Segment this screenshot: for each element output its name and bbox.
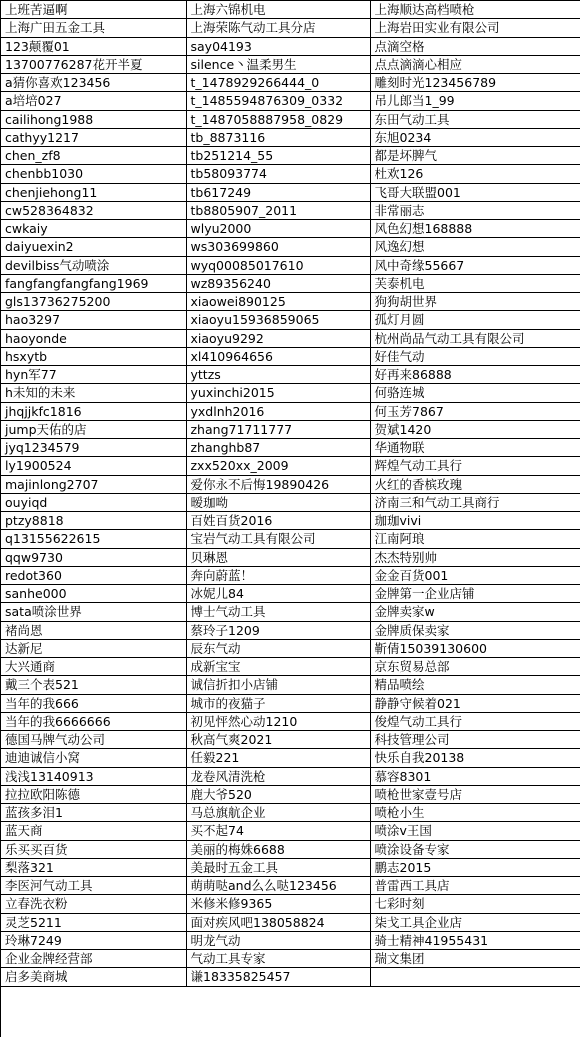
- table-cell[interactable]: daiyuexin2: [1, 238, 186, 256]
- table-cell[interactable]: hyn军77: [1, 366, 186, 384]
- table-row: [1, 658, 580, 676]
- table-cell[interactable]: 迪迪诚信小窝: [1, 749, 186, 767]
- table-row: [1, 238, 580, 256]
- table-cell[interactable]: qqw9730: [1, 548, 186, 566]
- table-row: [1, 493, 580, 511]
- table-cell[interactable]: a培培027: [1, 92, 186, 110]
- table-cell[interactable]: say04193: [186, 37, 370, 55]
- table-cell[interactable]: 上班苦逼啊: [1, 1, 186, 19]
- table-cell[interactable]: 点点滴滴心相应: [370, 55, 580, 73]
- table-cell[interactable]: 华通物联: [370, 439, 580, 457]
- table-cell[interactable]: 贺斌1420: [370, 420, 580, 438]
- table-cell[interactable]: tb617249: [186, 183, 370, 201]
- table-cell[interactable]: 秋高气爽2021: [186, 731, 370, 749]
- table-row: [1, 475, 580, 493]
- table-row: [1, 92, 580, 110]
- table-cell[interactable]: 七彩时刻: [370, 895, 580, 913]
- table-cell[interactable]: 狗狗胡世界: [370, 293, 580, 311]
- table-cell[interactable]: 火红的香槟玫瑰: [370, 475, 580, 493]
- table-cell[interactable]: 灵芝5211: [1, 913, 186, 931]
- table-cell[interactable]: 点滴空格: [370, 37, 580, 55]
- table-cell[interactable]: 博士气动工具: [186, 603, 370, 621]
- table-cell[interactable]: tb251214_55: [186, 147, 370, 165]
- table-cell[interactable]: 京东贸易总部: [370, 658, 580, 676]
- table-cell[interactable]: 靳倩15039130600: [370, 639, 580, 657]
- name-table: [1, 1, 580, 987]
- table-cell[interactable]: 吊儿郎当1_99: [370, 92, 580, 110]
- table-row: [1, 639, 580, 657]
- table-cell[interactable]: wz89356240: [186, 274, 370, 292]
- table-cell[interactable]: 辉煌气动工具行: [370, 457, 580, 475]
- table-cell[interactable]: fangfangfangfang1969: [1, 274, 186, 292]
- table-cell[interactable]: 喷枪世家壹号店: [370, 785, 580, 803]
- table-cell[interactable]: 喷涂v王国: [370, 822, 580, 840]
- table-row: [1, 512, 580, 530]
- table-cell[interactable]: 萌萌哒and么么哒123456: [186, 877, 370, 895]
- table-cell[interactable]: 快乐自我20138: [370, 749, 580, 767]
- table-cell[interactable]: 拉拉欧阳陈德: [1, 785, 186, 803]
- table-cell[interactable]: 达新尼: [1, 639, 186, 657]
- table-cell[interactable]: 济南三和气动工具商行: [370, 493, 580, 511]
- table-cell[interactable]: 喷枪小生: [370, 804, 580, 822]
- table-cell[interactable]: 玲琳7249: [1, 931, 186, 949]
- table-cell[interactable]: 瑞文集团: [370, 950, 580, 968]
- table-cell[interactable]: 蓝天商: [1, 822, 186, 840]
- table-row: [1, 74, 580, 92]
- table-cell[interactable]: 杰杰特别帅: [370, 548, 580, 566]
- table-cell[interactable]: 贝琳恩: [186, 548, 370, 566]
- table-cell[interactable]: 柒戈工具企业店: [370, 913, 580, 931]
- table-row: [1, 183, 580, 201]
- table-row: [1, 566, 580, 584]
- table-cell[interactable]: 雕刻时光123456789: [370, 74, 580, 92]
- table-cell[interactable]: hao3297: [1, 311, 186, 329]
- table-cell[interactable]: 冰妮儿84: [186, 585, 370, 603]
- table-cell[interactable]: 科技管理公司: [370, 731, 580, 749]
- table-cell[interactable]: 马总旗航企业: [186, 804, 370, 822]
- table-cell[interactable]: 大兴通商: [1, 658, 186, 676]
- table-cell[interactable]: 上海广田五金工具: [1, 19, 186, 37]
- table-cell[interactable]: 好佳气动: [370, 347, 580, 365]
- table-cell[interactable]: 骑士精神41955431: [370, 931, 580, 949]
- table-cell[interactable]: chenjiehong11: [1, 183, 186, 201]
- table-cell[interactable]: 爱你永不后悔19890426: [186, 475, 370, 493]
- table-row: [1, 804, 580, 822]
- table-row: [1, 712, 580, 730]
- table-row: [1, 731, 580, 749]
- table-cell[interactable]: tb58093774: [186, 165, 370, 183]
- table-row: [1, 293, 580, 311]
- table-cell[interactable]: zxx520xx_2009: [186, 457, 370, 475]
- table-cell[interactable]: 买不起74: [186, 822, 370, 840]
- table-row: [1, 913, 580, 931]
- table-cell[interactable]: chenbb1030: [1, 165, 186, 183]
- table-row: [1, 147, 580, 165]
- table-cell[interactable]: 任毅221: [186, 749, 370, 767]
- table-cell[interactable]: silence丶温柔男生: [186, 55, 370, 73]
- table-cell[interactable]: 东田气动工具: [370, 110, 580, 128]
- table-cell[interactable]: 飞哥大联盟001: [370, 183, 580, 201]
- table-cell[interactable]: ouyiqd: [1, 493, 186, 511]
- table-cell[interactable]: q13155622615: [1, 530, 186, 548]
- table-cell[interactable]: yxdlnh2016: [186, 402, 370, 420]
- table-cell[interactable]: 米修米修9365: [186, 895, 370, 913]
- table-row: [1, 110, 580, 128]
- table-cell[interactable]: t_1478929266444_0: [186, 74, 370, 92]
- table-cell[interactable]: 谦18335825457: [186, 968, 370, 986]
- table-cell[interactable]: 好再来86888: [370, 366, 580, 384]
- table-row: [1, 37, 580, 55]
- table-cell[interactable]: 梨落321: [1, 858, 186, 876]
- table-row: [1, 274, 580, 292]
- table-cell[interactable]: 普雷西工具店: [370, 877, 580, 895]
- table-cell[interactable]: jyq1234579: [1, 439, 186, 457]
- table-row: [1, 676, 580, 694]
- table-row: [1, 165, 580, 183]
- table-cell[interactable]: hsxytb: [1, 347, 186, 365]
- table-cell[interactable]: 何骆连城: [370, 384, 580, 402]
- table-row: [1, 749, 580, 767]
- table-cell[interactable]: h未知的未来: [1, 384, 186, 402]
- table-cell[interactable]: 珈珈vivi: [370, 512, 580, 530]
- table-cell[interactable]: 龙卷风清洗枪: [186, 767, 370, 785]
- table-cell[interactable]: devilbiss气动喷涂: [1, 256, 186, 274]
- table-cell[interactable]: 风中奇缘55667: [370, 256, 580, 274]
- table-cell[interactable]: 喷涂设备专家: [370, 840, 580, 858]
- table-cell[interactable]: haoyonde: [1, 329, 186, 347]
- table-cell[interactable]: 何玉芳7867: [370, 402, 580, 420]
- table-cell[interactable]: jump天佑的店: [1, 420, 186, 438]
- table-cell[interactable]: 江南阿琅: [370, 530, 580, 548]
- table-cell[interactable]: 百姓百货2016: [186, 512, 370, 530]
- table-cell[interactable]: 面对疾风吧138058824: [186, 913, 370, 931]
- table-row: [1, 585, 580, 603]
- table-cell[interactable]: xiaowei890125: [186, 293, 370, 311]
- table-cell[interactable]: cailihong1988: [1, 110, 186, 128]
- table-cell[interactable]: 气动工具专家: [186, 950, 370, 968]
- table-cell[interactable]: 浅浅13140913: [1, 767, 186, 785]
- table-cell[interactable]: xl410964656: [186, 347, 370, 365]
- table-cell[interactable]: sanhe000: [1, 585, 186, 603]
- table-cell[interactable]: 金金百货001: [370, 566, 580, 584]
- table-cell[interactable]: 俊煌气动工具行: [370, 712, 580, 730]
- table-cell[interactable]: 精品喷绘: [370, 676, 580, 694]
- table-cell[interactable]: 金牌第一企业店铺: [370, 585, 580, 603]
- table-cell[interactable]: t_1487058887958_0829: [186, 110, 370, 128]
- table-cell[interactable]: 蓝孩多泪1: [1, 804, 186, 822]
- table-cell[interactable]: redot360: [1, 566, 186, 584]
- table-row: [1, 329, 580, 347]
- table-cell[interactable]: 上海顺达高档喷枪: [370, 1, 580, 19]
- table-row: [1, 822, 580, 840]
- table-cell[interactable]: 123颠覆01: [1, 37, 186, 55]
- table-cell[interactable]: 当年的我666: [1, 694, 186, 712]
- table-cell[interactable]: 褚尚恩: [1, 621, 186, 639]
- table-cell[interactable]: 慕容8301: [370, 767, 580, 785]
- table-cell[interactable]: gls13736275200: [1, 293, 186, 311]
- table-row: [1, 877, 580, 895]
- table-cell[interactable]: 美丽的梅姝6688: [186, 840, 370, 858]
- table-cell[interactable]: cwkaiy: [1, 220, 186, 238]
- table-cell[interactable]: zhanghb87: [186, 439, 370, 457]
- table-row: [1, 256, 580, 274]
- table-row: [1, 950, 580, 968]
- table-cell[interactable]: 金牌卖家w: [370, 603, 580, 621]
- table-cell[interactable]: 上海六锦机电: [186, 1, 370, 19]
- table-cell[interactable]: 鹿大爷520: [186, 785, 370, 803]
- table-cell[interactable]: 宝岩气动工具有限公司: [186, 530, 370, 548]
- table-cell[interactable]: 非常丽志: [370, 201, 580, 219]
- table-cell[interactable]: 戴三个表521: [1, 676, 186, 694]
- table-row: [1, 530, 580, 548]
- table-cell[interactable]: zhang71711777: [186, 420, 370, 438]
- table-row: [1, 621, 580, 639]
- table-body: [1, 1, 580, 986]
- table-row: [1, 767, 580, 785]
- table-cell[interactable]: 芙泰机电: [370, 274, 580, 292]
- table-cell[interactable]: 东旭0234: [370, 128, 580, 146]
- table-row: [1, 19, 580, 37]
- table-cell[interactable]: 当年的我6666666: [1, 712, 186, 730]
- table-cell[interactable]: 李医河气动工具: [1, 877, 186, 895]
- table-cell[interactable]: 辰东气动: [186, 639, 370, 657]
- table-row: [1, 128, 580, 146]
- table-cell[interactable]: ly1900524: [1, 457, 186, 475]
- table-cell[interactable]: cw528364832: [1, 201, 186, 219]
- table-row: [1, 55, 580, 73]
- table-cell[interactable]: ws303699860: [186, 238, 370, 256]
- table-cell[interactable]: 立春洗衣粉: [1, 895, 186, 913]
- table-cell[interactable]: [370, 968, 580, 986]
- table-cell[interactable]: jhqjjkfc1816: [1, 402, 186, 420]
- table-row: [1, 457, 580, 475]
- table-cell[interactable]: a猜你喜欢123456: [1, 74, 186, 92]
- table-cell[interactable]: yuxinchi2015: [186, 384, 370, 402]
- table-cell[interactable]: majinlong2707: [1, 475, 186, 493]
- table-cell[interactable]: 静静守候着021: [370, 694, 580, 712]
- table-row: [1, 366, 580, 384]
- table-cell[interactable]: 企业金牌经营部: [1, 950, 186, 968]
- table-cell[interactable]: wyq00085017610: [186, 256, 370, 274]
- table-row: [1, 402, 580, 420]
- table-cell[interactable]: ptzy8818: [1, 512, 186, 530]
- table-cell[interactable]: chen_zf8: [1, 147, 186, 165]
- table-cell[interactable]: 都是坏脾气: [370, 147, 580, 165]
- table-row: [1, 548, 580, 566]
- table-cell[interactable]: t_1485594876309_0332: [186, 92, 370, 110]
- table-cell[interactable]: cathyy1217: [1, 128, 186, 146]
- table-row: [1, 858, 580, 876]
- table-row: [1, 895, 580, 913]
- table-row: [1, 785, 580, 803]
- table-cell[interactable]: xiaoyu9292: [186, 329, 370, 347]
- table-cell[interactable]: 孤灯月圆: [370, 311, 580, 329]
- table-cell[interactable]: 成新宝宝: [186, 658, 370, 676]
- table-cell[interactable]: 德国马牌气动公司: [1, 731, 186, 749]
- table-cell[interactable]: 风逸幻想: [370, 238, 580, 256]
- table-cell[interactable]: 杜欢126: [370, 165, 580, 183]
- table-cell[interactable]: 奔向蔚蓝！: [186, 566, 370, 584]
- table-cell[interactable]: tb_8873116: [186, 128, 370, 146]
- table-cell[interactable]: 暧珈呦: [186, 493, 370, 511]
- table-row: [1, 968, 580, 986]
- table-cell[interactable]: 美最时五金工具: [186, 858, 370, 876]
- table-cell[interactable]: 蔡玲子1209: [186, 621, 370, 639]
- table-row: [1, 347, 580, 365]
- table-row: [1, 931, 580, 949]
- table-cell[interactable]: 乐买买百货: [1, 840, 186, 858]
- table-cell[interactable]: tb8805907_2011: [186, 201, 370, 219]
- table-cell[interactable]: 诚信折扣小店铺: [186, 676, 370, 694]
- table-cell[interactable]: 启多美商城: [1, 968, 186, 986]
- table-cell[interactable]: xiaoyu15936859065: [186, 311, 370, 329]
- table-row: [1, 384, 580, 402]
- table-row: [1, 201, 580, 219]
- table-cell[interactable]: 初见怦然心动1210: [186, 712, 370, 730]
- table-row: [1, 220, 580, 238]
- table-row: [1, 311, 580, 329]
- table-cell[interactable]: 杭州尚品气动工具有限公司: [370, 329, 580, 347]
- table-cell[interactable]: 鹏志2015: [370, 858, 580, 876]
- table-cell[interactable]: 城市的夜猫子: [186, 694, 370, 712]
- table-cell[interactable]: 13700776287花开半夏: [1, 55, 186, 73]
- table-cell[interactable]: sata喷涂世界: [1, 603, 186, 621]
- table-row: [1, 439, 580, 457]
- table-row: [1, 694, 580, 712]
- table-cell[interactable]: 上海荣陈气动工具分店: [186, 19, 370, 37]
- table-row: [1, 1, 580, 19]
- table-row: [1, 603, 580, 621]
- table-cell[interactable]: 明龙气动: [186, 931, 370, 949]
- table-row: [1, 840, 580, 858]
- table-cell[interactable]: 风色幻想168888: [370, 220, 580, 238]
- table-cell[interactable]: 金牌质保卖家: [370, 621, 580, 639]
- table-cell[interactable]: 上海岩田实业有限公司: [370, 19, 580, 37]
- table-cell[interactable]: wlyu2000: [186, 220, 370, 238]
- table-cell[interactable]: yttzs: [186, 366, 370, 384]
- table-row: [1, 420, 580, 438]
